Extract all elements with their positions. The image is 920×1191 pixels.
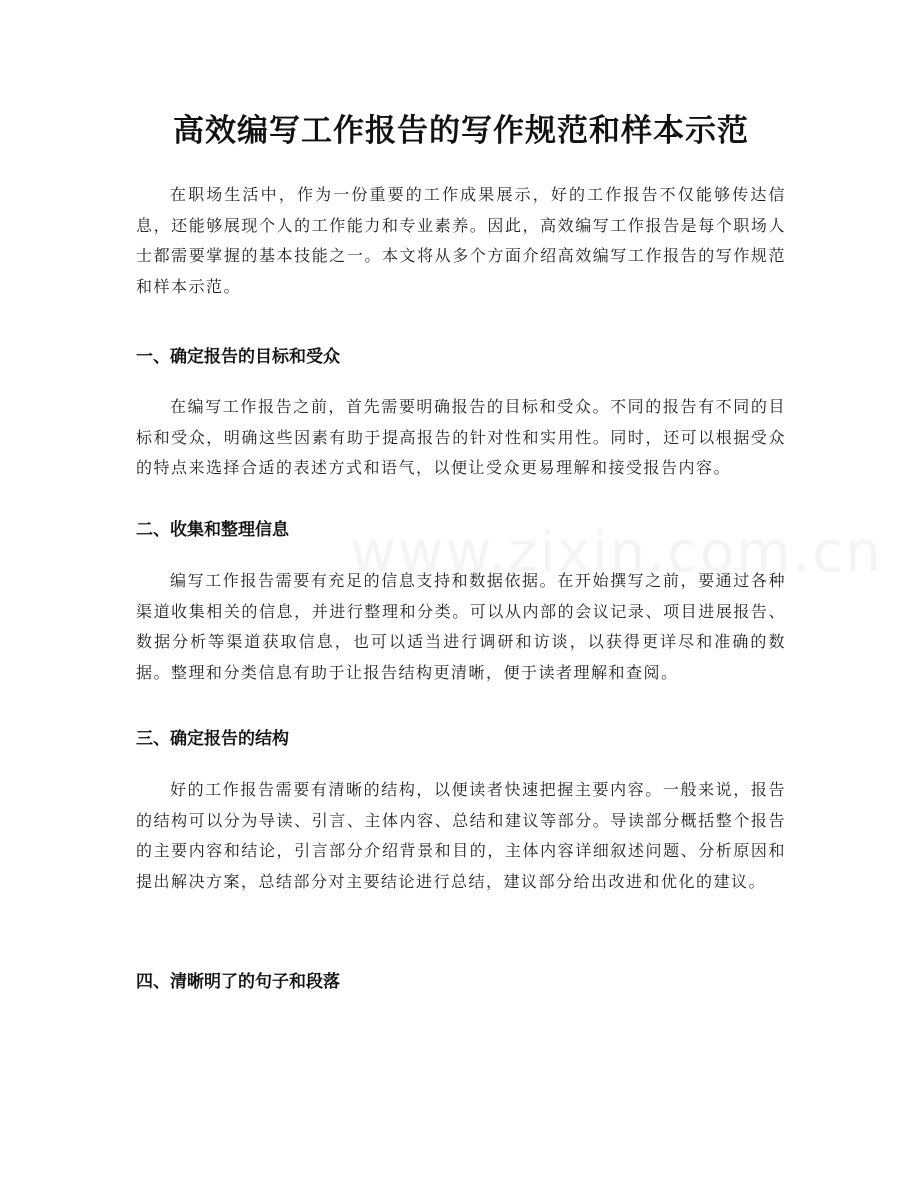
- section-2-paragraph: 编写工作报告需要有充足的信息支持和数据依据。在开始撰写之前，要通过各种渠道收集相关的信息，并进行整理和分类。可以从内部的会议记录、项目进展报告、数据分析等渠道获取信息，也可以适当进行调研和访谈，以获得更详尽和准确的数据。整理和分类信息有助于让报告结构更清晰，便于读者理解和查阅。: [136, 571, 786, 682]
- section-3-heading: 三、确定报告的结构: [136, 729, 289, 749]
- section-1-paragraph: 在编写工作报告之前，首先需要明确报告的目标和受众。不同的报告有不同的目标和受众，明确这些因素有助于提高报告的针对性和实用性。同时，还可以根据受众的特点来选择合适的表述方式和语气，以便让受众更易理解和接受报告内容。: [136, 397, 786, 477]
- section-1-heading: 一、确定报告的目标和受众: [136, 347, 340, 367]
- section-3-paragraph: 好的工作报告需要有清晰的结构，以便读者快速把握主要内容。一般来说，报告的结构可以分为导读、引言、主体内容、总结和建议等部分。导读部分概括整个报告的主要内容和结论，引言部分介绍背景和目的，主体内容详细叙述问题、分析原因和提出解决方案，总结部分对主要结论进行总结，建议部分给出改进和优化的建议。: [136, 780, 786, 891]
- section-4-heading: 四、清晰明了的句子和段落: [136, 972, 340, 992]
- document-title: 高效编写工作报告的写作规范和样本示范: [173, 113, 749, 149]
- section-2-heading: 二、收集和整理信息: [136, 520, 289, 540]
- intro-paragraph: 在职场生活中，作为一份重要的工作成果展示，好的工作报告不仅能够传达信息，还能够展现个人的工作能力和专业素养。因此，高效编写工作报告是每个职场人士都需要掌握的基本技能之一。本文将从多个方面介绍高效编写工作报告的写作规范和样本示范。: [136, 185, 786, 296]
